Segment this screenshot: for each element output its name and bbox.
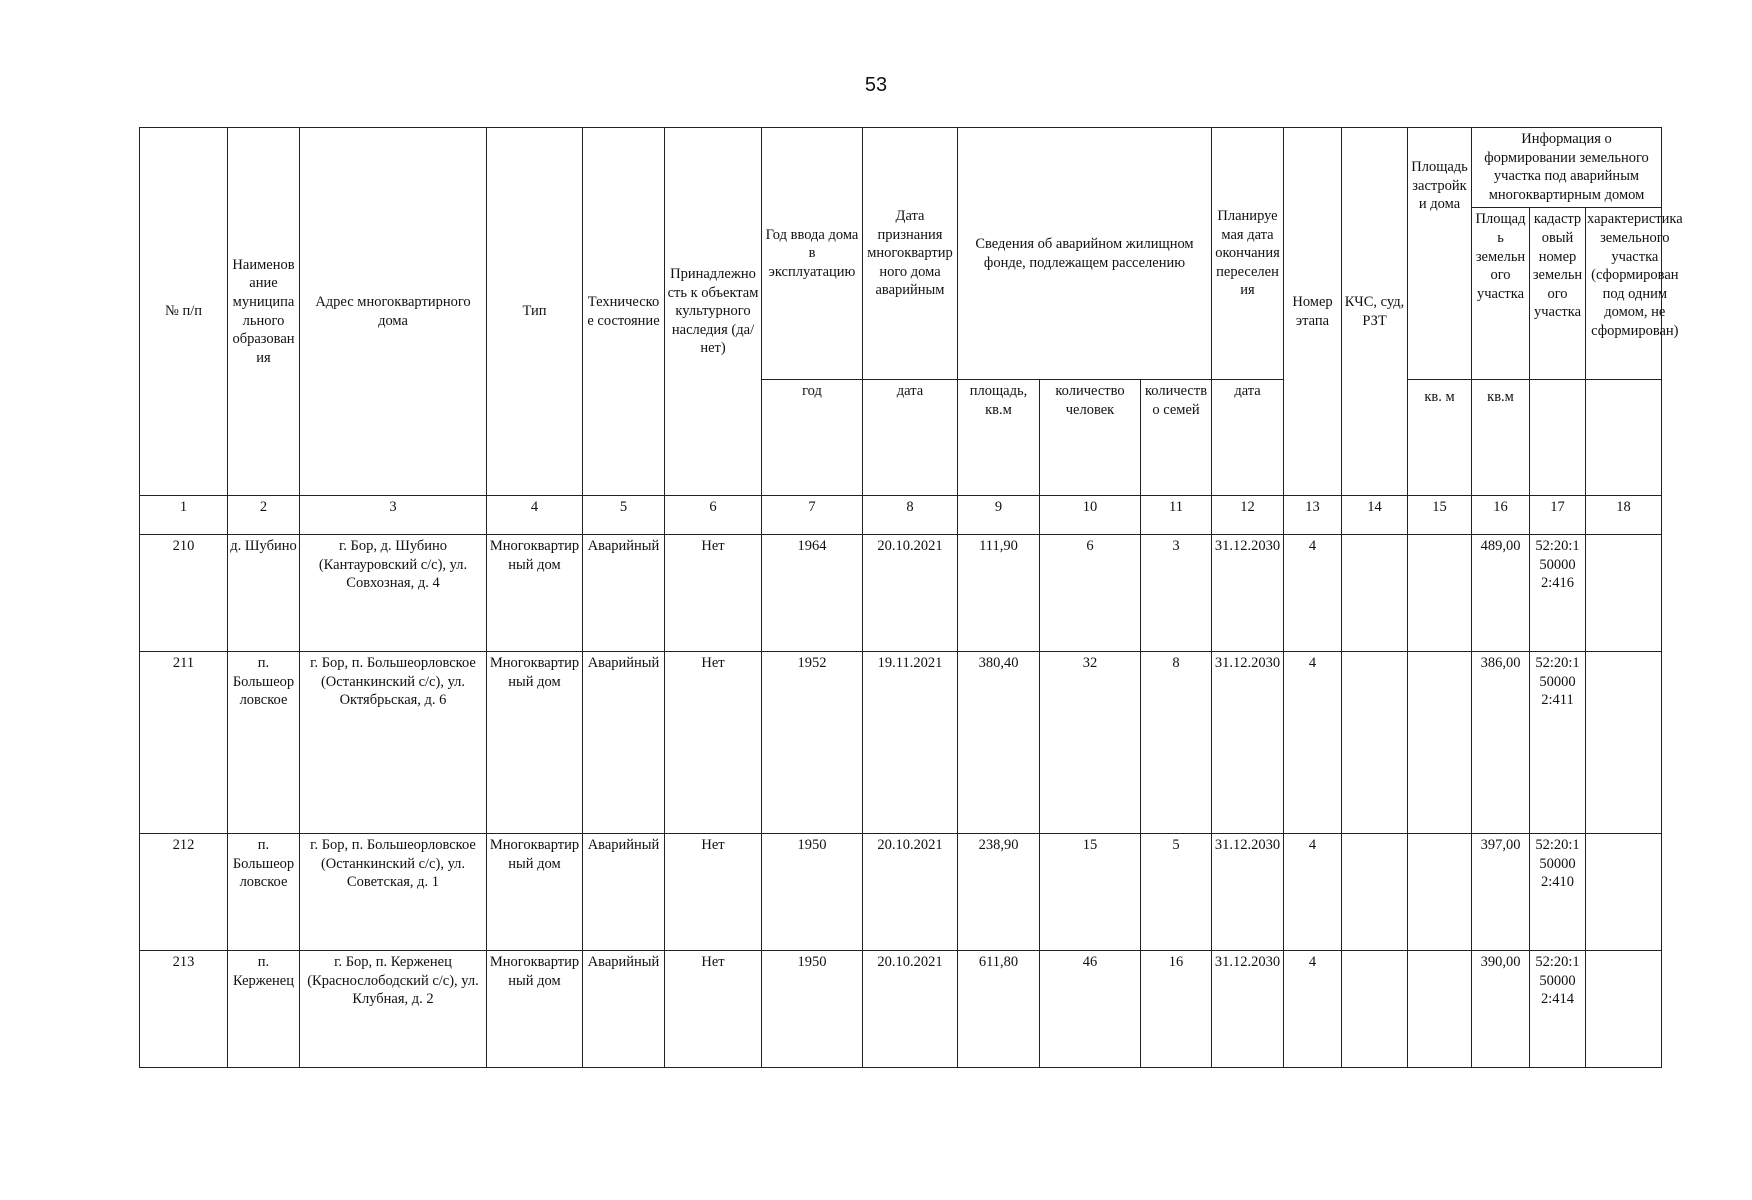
- cell-people: 15: [1040, 834, 1141, 951]
- cell-kchs: [1342, 834, 1408, 951]
- column-number: 14: [1342, 496, 1408, 535]
- cell-date-recognized: 20.10.2021: [863, 951, 958, 1068]
- cell-built-area: [1408, 652, 1472, 834]
- cell-date-recognized: 20.10.2021: [863, 535, 958, 652]
- cell-municipality: п. Большеорловское: [228, 652, 300, 834]
- cell-address: г. Бор, п. Керженец (Краснослободский с/с), ул. Клубная, д. 2: [300, 951, 487, 1068]
- column-number: 5: [583, 496, 665, 535]
- cell-type: Многоквартирный дом: [487, 951, 583, 1068]
- header-row-number: № п/п: [140, 128, 228, 496]
- cell-cadastral: 52:20:150000 2:414: [1530, 951, 1586, 1068]
- cell-area: 380,40: [958, 652, 1040, 834]
- header-land-area-sub: кв.м: [1472, 380, 1530, 496]
- header-date-sub: дата: [863, 380, 958, 496]
- cell-area: 611,80: [958, 951, 1040, 1068]
- cell-condition: Аварийный: [583, 951, 665, 1068]
- column-number: 15: [1408, 496, 1472, 535]
- header-kchs: КЧС, суд, РЗТ: [1342, 128, 1408, 496]
- cell-stage: 4: [1284, 834, 1342, 951]
- column-number: 16: [1472, 496, 1530, 535]
- cell-stage: 4: [1284, 535, 1342, 652]
- cell-families: 5: [1141, 834, 1212, 951]
- emergency-housing-table: [139, 127, 1683, 1068]
- cell-type: Многоквартирный дом: [487, 652, 583, 834]
- cell-year: 1952: [762, 652, 863, 834]
- cell-municipality: д. Шубино: [228, 535, 300, 652]
- column-number: 11: [1141, 496, 1212, 535]
- header-land-characteristic: характеристика земельного участка (сформирован под одним домом, не сформирован): [1587, 211, 1683, 339]
- header-type: Тип: [487, 128, 583, 496]
- cell-people: 46: [1040, 951, 1141, 1068]
- table-header: [140, 128, 1683, 535]
- header-land-group-title: Информация о формировании земельного участка под аварийным многоквартирным домом: [1472, 128, 1661, 208]
- cell-number: 210: [140, 535, 228, 652]
- header-stage: Номер этапа: [1284, 128, 1342, 496]
- cell-year: 1950: [762, 834, 863, 951]
- header-cadastral: кадастровый номер земельного участка: [1530, 208, 1586, 459]
- cell-year: 1964: [762, 535, 863, 652]
- cell-condition: Аварийный: [583, 652, 665, 834]
- cell-type: Многоквартирный дом: [487, 535, 583, 652]
- cell-condition: Аварийный: [583, 834, 665, 951]
- cell-land-characteristic: [1586, 834, 1662, 951]
- header-municipality: Наименование муниципального образования: [228, 128, 300, 496]
- cell-number: 211: [140, 652, 228, 834]
- cell-land-area: 489,00: [1472, 535, 1530, 652]
- header-heritage: Принадлежность к объектам культурного наследия (да/нет): [665, 128, 762, 496]
- cell-built-area: [1408, 951, 1472, 1068]
- cell-municipality: п. Керженец: [228, 951, 300, 1068]
- header-families-sub: количество семей: [1141, 380, 1212, 496]
- column-number: 7: [762, 496, 863, 535]
- header-land-group: [1472, 128, 1683, 380]
- cell-land-area: 390,00: [1472, 951, 1530, 1068]
- header-planned-date: Планируемая дата окончания переселения: [1212, 128, 1284, 380]
- header-year: Год ввода дома в эксплуатацию: [762, 128, 863, 380]
- header-people-sub: количество человек: [1040, 380, 1141, 496]
- cell-date-recognized: 20.10.2021: [863, 834, 958, 951]
- column-number: 10: [1040, 496, 1141, 535]
- table-row: [140, 951, 1662, 1068]
- column-number: 12: [1212, 496, 1284, 535]
- cell-families: 16: [1141, 951, 1212, 1068]
- header-area-sub: площадь, кв.м: [958, 380, 1040, 496]
- cell-date-recognized: 19.11.2021: [863, 652, 958, 834]
- cell-stage: 4: [1284, 652, 1342, 834]
- column-number: 4: [487, 496, 583, 535]
- header-planned-date-sub: дата: [1212, 380, 1284, 496]
- cell-planned-date: 31.12.2030: [1212, 834, 1284, 951]
- column-number: 8: [863, 496, 958, 535]
- cell-stage: 4: [1284, 951, 1342, 1068]
- cell-land-characteristic: [1586, 951, 1662, 1068]
- column-number: 17: [1530, 496, 1586, 535]
- column-number: 9: [958, 496, 1040, 535]
- header-land-area: Площадь земельного участка: [1472, 208, 1530, 459]
- cell-heritage: Нет: [665, 951, 762, 1068]
- cell-kchs: [1342, 951, 1408, 1068]
- cell-families: 8: [1141, 652, 1212, 834]
- cell-year: 1950: [762, 951, 863, 1068]
- header-address: Адрес многоквартирного дома: [300, 128, 487, 496]
- page-number: 53: [864, 74, 888, 96]
- cell-heritage: Нет: [665, 535, 762, 652]
- cell-kchs: [1342, 535, 1408, 652]
- cell-land-characteristic: [1586, 535, 1662, 652]
- column-number: 2: [228, 496, 300, 535]
- cell-built-area: [1408, 834, 1472, 951]
- column-number: 3: [300, 496, 487, 535]
- cell-number: 213: [140, 951, 228, 1068]
- header-land-subcols: [1472, 208, 1683, 459]
- column-number: 1: [140, 496, 228, 535]
- header-date-recognized: Дата признания многоквартирного дома аварийным: [863, 128, 958, 380]
- header-built-area: Площадь застройки дома: [1408, 128, 1472, 380]
- cell-kchs: [1342, 652, 1408, 834]
- cell-area: 238,90: [958, 834, 1040, 951]
- cell-address: г. Бор, п. Большеорловское (Останкинский с/с), ул. Октябрьская, д. 6: [300, 652, 487, 834]
- cell-families: 3: [1141, 535, 1212, 652]
- cell-heritage: Нет: [665, 652, 762, 834]
- cell-people: 6: [1040, 535, 1141, 652]
- column-number: 13: [1284, 496, 1342, 535]
- cell-planned-date: 31.12.2030: [1212, 535, 1284, 652]
- cell-built-area: [1408, 535, 1472, 652]
- cell-planned-date: 31.12.2030: [1212, 652, 1284, 834]
- table-body: [140, 535, 1662, 1068]
- cell-cadastral: 52:20:150000 2:410: [1530, 834, 1586, 951]
- cell-municipality: п. Большеорловское: [228, 834, 300, 951]
- cell-type: Многоквартирный дом: [487, 834, 583, 951]
- cell-planned-date: 31.12.2030: [1212, 951, 1284, 1068]
- cell-cadastral: 52:20:150000 2:416: [1530, 535, 1586, 652]
- table-row: [140, 834, 1662, 951]
- cell-address: г. Бор, д. Шубино (Кантауровский с/с), ул. Совхозная, д. 4: [300, 535, 487, 652]
- header-built-area-sub: кв. м: [1408, 380, 1472, 496]
- cell-land-area: 397,00: [1472, 834, 1530, 951]
- cell-condition: Аварийный: [583, 535, 665, 652]
- cell-land-area: 386,00: [1472, 652, 1530, 834]
- cell-number: 212: [140, 834, 228, 951]
- cell-area: 111,90: [958, 535, 1040, 652]
- table-row: [140, 535, 1662, 652]
- cell-address: г. Бор, п. Большеорловское (Останкинский с/с), ул. Советская, д. 1: [300, 834, 487, 951]
- column-number: 6: [665, 496, 762, 535]
- header-condition: Техническое состояние: [583, 128, 665, 496]
- cell-heritage: Нет: [665, 834, 762, 951]
- cell-people: 32: [1040, 652, 1141, 834]
- table-row: [140, 652, 1662, 834]
- header-emergency-fund-group: Сведения об аварийном жилищном фонде, подлежащем расселению: [958, 128, 1212, 380]
- header-year-sub: год: [762, 380, 863, 496]
- column-number-row: [140, 496, 1662, 535]
- cell-land-characteristic: [1586, 652, 1662, 834]
- cell-cadastral: 52:20:150000 2:411: [1530, 652, 1586, 834]
- column-number: 18: [1586, 496, 1662, 535]
